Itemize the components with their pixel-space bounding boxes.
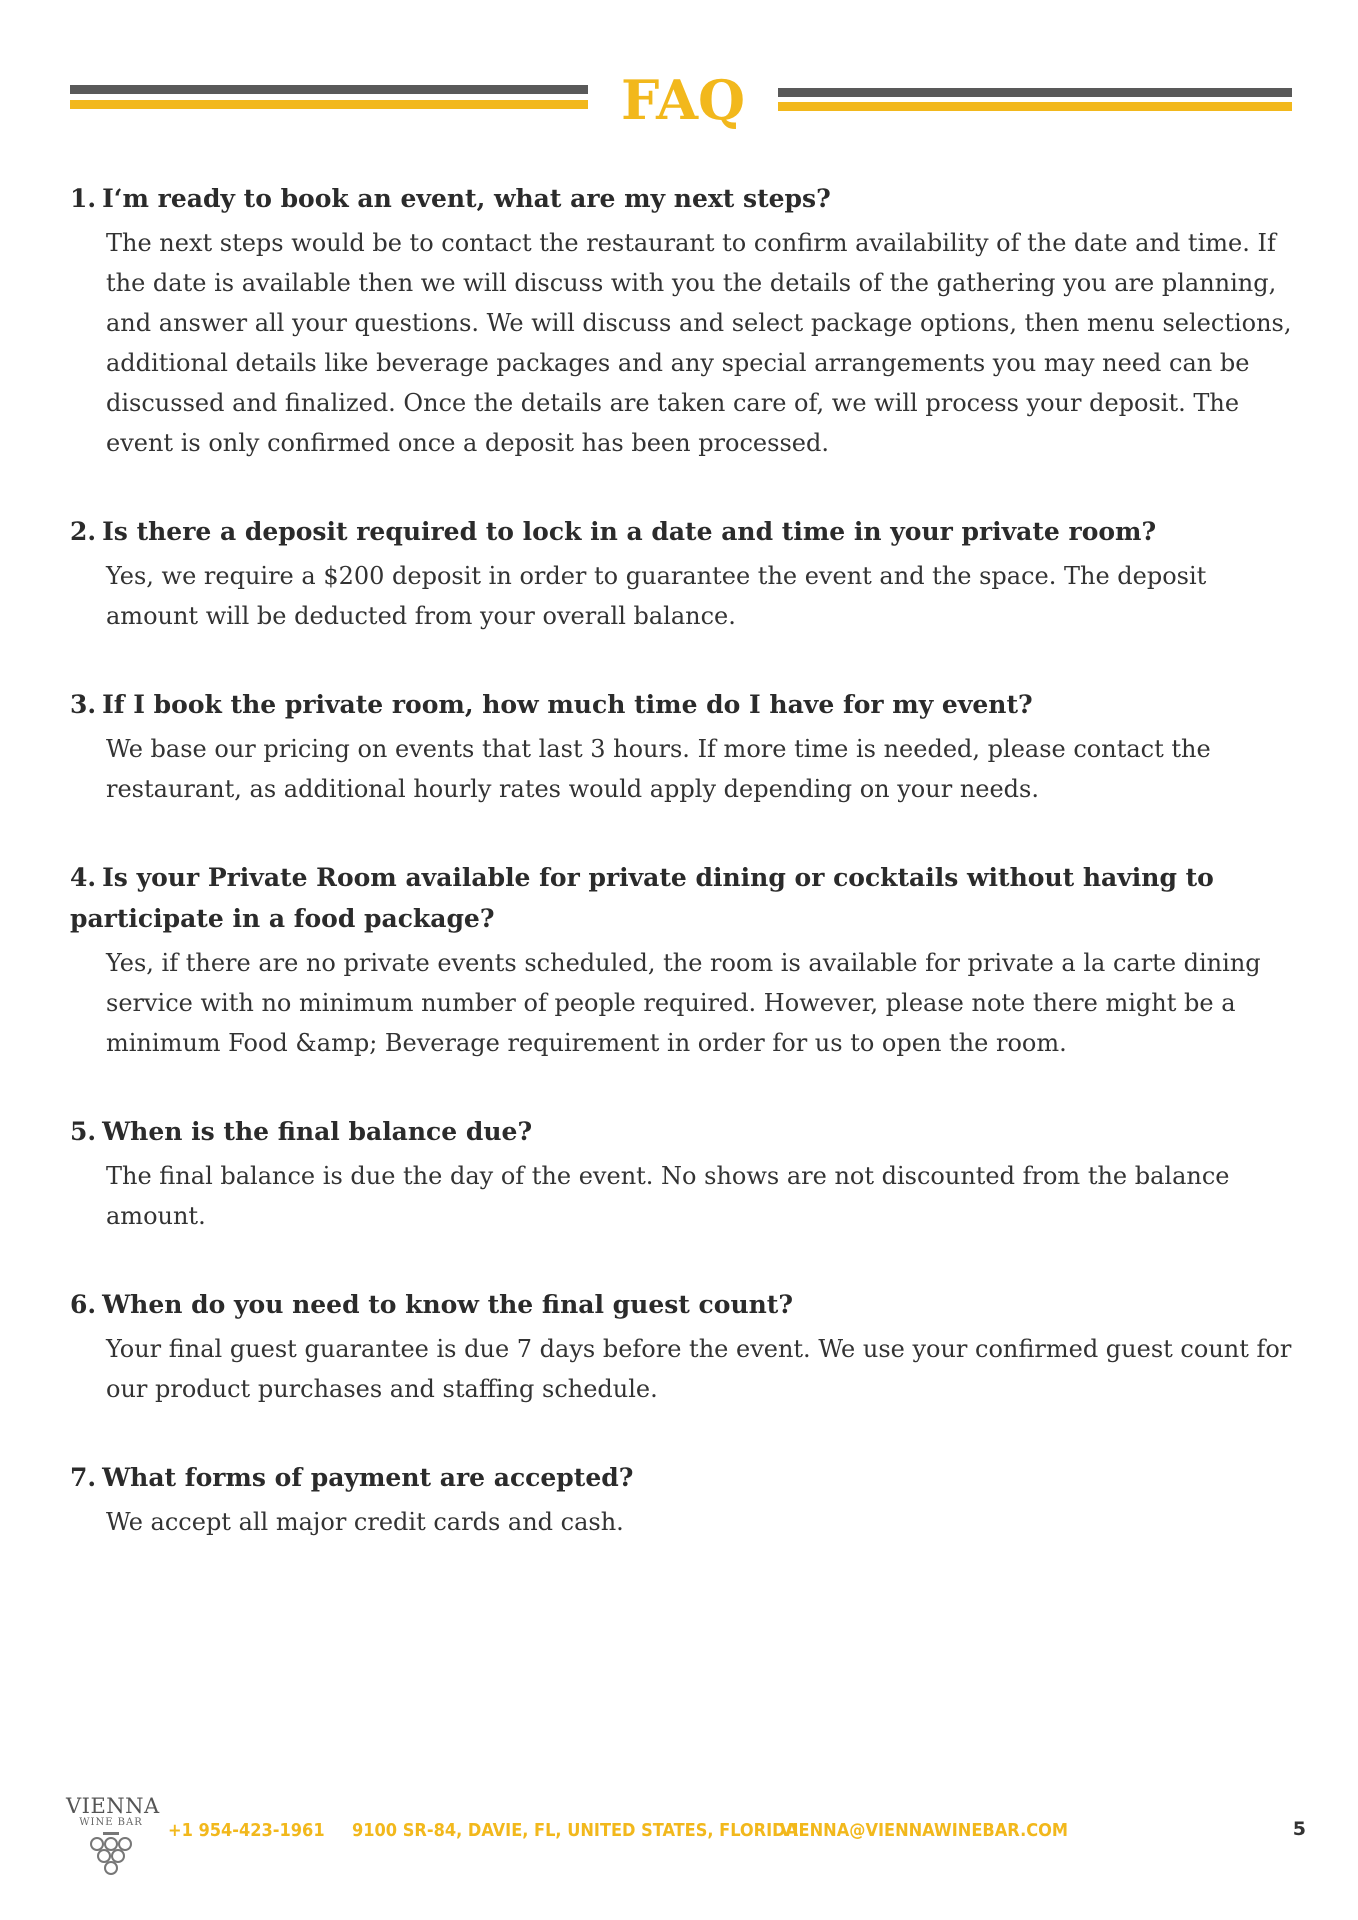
faq-number: 5. bbox=[70, 1117, 97, 1146]
faq-question bbox=[70, 684, 1310, 725]
footer-address: 9100 SR-84, DAVIE, FL, UNITED STATES, FLORIDA bbox=[352, 1820, 799, 1841]
faq-item-1 bbox=[70, 178, 1310, 463]
logo-name: VIENNA bbox=[66, 1794, 160, 1818]
faq-item-4 bbox=[70, 857, 1310, 1063]
faq-item-3 bbox=[70, 684, 1310, 809]
header-rule-left-gold bbox=[70, 100, 588, 109]
grape-cluster-icon bbox=[86, 1832, 136, 1878]
logo-subtitle: WINE BAR bbox=[79, 1817, 143, 1828]
faq-item-5 bbox=[70, 1111, 1310, 1236]
faq-list bbox=[70, 178, 1310, 1590]
faq-question-text: I‘m ready to book an event, what are my next steps? bbox=[102, 184, 831, 213]
header-rule-right-gold bbox=[778, 102, 1292, 111]
header-rule-right-dark bbox=[778, 88, 1292, 97]
faq-answer: We base our pricing on events that last 3 hours. If more time is needed, please contact the restaurant, as additional hourly rates would apply depending on your needs. bbox=[106, 735, 1211, 803]
faq-answer: The final balance is due the day of the event. No shows are not discounted from the balance amount. bbox=[106, 1162, 1230, 1230]
faq-number: 3. bbox=[70, 690, 97, 719]
faq-question-text: If I book the private room, how much time do I have for my event? bbox=[102, 690, 1033, 719]
faq-question-text: Is your Private Room available for private dining or cocktails without having to participate in a food package? bbox=[70, 863, 1214, 933]
faq-answer: The next steps would be to contact the restaurant to confirm availability of the date and time. If the date is available then we will discuss with you the details of the gathering you are planning, and answer all your questions. We will discuss and select package options, then menu selections, additional details like beverage packages and any special arrangements you may need can be discussed and finalized. Once the details are taken care of, we will process your deposit. The event is only confirmed once a deposit has been processed. bbox=[106, 229, 1292, 457]
vienna-logo bbox=[66, 1790, 160, 1880]
faq-number: 6. bbox=[70, 1290, 97, 1319]
faq-number: 1. bbox=[70, 184, 97, 213]
faq-answer: Your final guest guarantee is due 7 days before the event. We use your confirmed guest count for our product purchases and staffing schedule. bbox=[106, 1335, 1292, 1403]
faq-item-2 bbox=[70, 511, 1310, 636]
page-footer bbox=[66, 1790, 1306, 1880]
faq-question-text: When is the final balance due? bbox=[102, 1117, 533, 1146]
page-number: 5 bbox=[1292, 1818, 1306, 1840]
page-title: FAQ bbox=[620, 68, 746, 132]
faq-answer: Yes, we require a $200 deposit in order to guarantee the event and the space. The deposit amount will be deducted from your overall balance. bbox=[106, 562, 1207, 630]
footer-phone[interactable]: +1 954-423-1961 bbox=[168, 1820, 325, 1841]
faq-question bbox=[70, 1284, 1310, 1325]
faq-question bbox=[70, 511, 1310, 552]
footer-email[interactable]: VIENNA@VIENNAWINEBAR.COM bbox=[780, 1820, 1069, 1841]
faq-question-text: What forms of payment are accepted? bbox=[102, 1463, 634, 1492]
faq-number: 7. bbox=[70, 1463, 97, 1492]
faq-item-7 bbox=[70, 1457, 1310, 1542]
faq-question-text: Is there a deposit required to lock in a date and time in your private room? bbox=[102, 517, 1157, 546]
faq-question bbox=[70, 178, 1310, 219]
header-rule-left-dark bbox=[70, 85, 588, 94]
faq-question bbox=[70, 1111, 1310, 1152]
faq-number: 2. bbox=[70, 517, 97, 546]
faq-question bbox=[70, 1457, 1310, 1498]
faq-question-text: When do you need to know the final guest count? bbox=[102, 1290, 794, 1319]
faq-question bbox=[70, 857, 1310, 939]
faq-item-6 bbox=[70, 1284, 1310, 1409]
faq-number: 4. bbox=[70, 863, 97, 892]
faq-answer: Yes, if there are no private events scheduled, the room is available for private a la carte dining service with no minimum number of people required. However, please note there might be a minimum Food &amp; Beverage requirement in order for us to open the room. bbox=[106, 949, 1261, 1057]
faq-answer: We accept all major credit cards and cash. bbox=[106, 1508, 624, 1536]
page-header bbox=[70, 60, 1292, 140]
